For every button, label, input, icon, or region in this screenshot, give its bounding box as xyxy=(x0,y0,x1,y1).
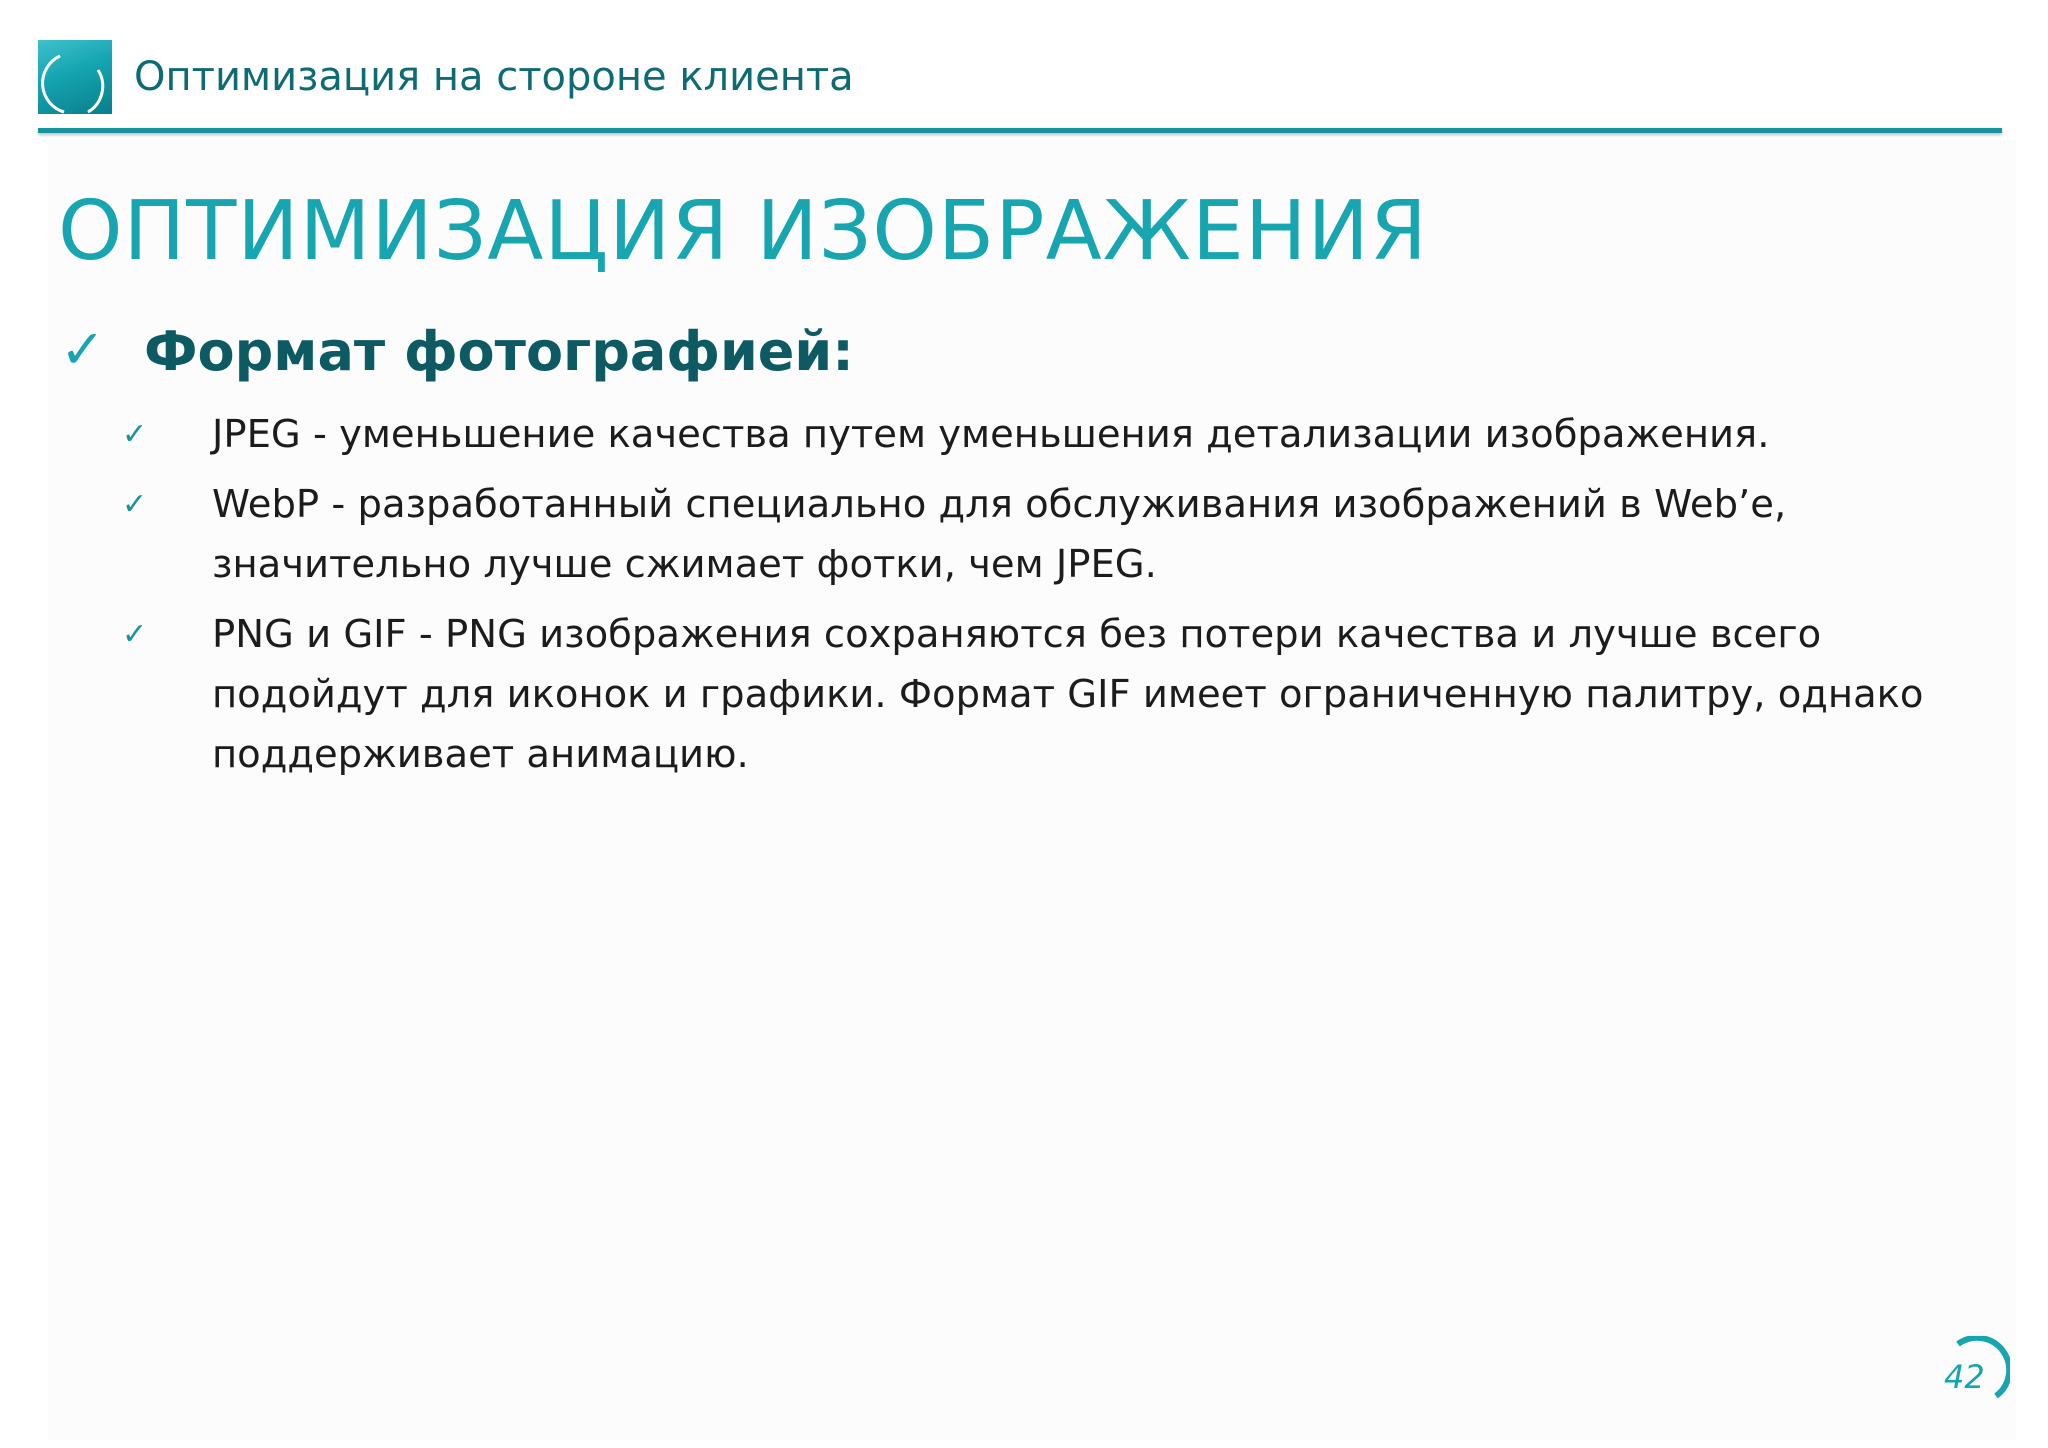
header-divider xyxy=(38,128,2002,133)
list-item-text: PNG и GIF - PNG изображения сохраняются без потери качества и лучше всего подойдут для иконок и графики. Формат GIF имеет ограниченную палитру, однако поддерживает анимацию. xyxy=(212,612,1924,777)
page-number: 42 xyxy=(1944,1358,1985,1396)
list-item-text: WebP - разработанный специально для обслуживания изображений в Web’e, значительно лучше сжимает фотки, чем JPEG. xyxy=(212,482,1787,587)
bullet-list xyxy=(122,405,1962,795)
check-icon: ✓ xyxy=(122,617,148,652)
slide-title: ОПТИМИЗАЦИЯ ИЗОБРАЖЕНИЯ xyxy=(58,184,1428,279)
list-item-text: JPEG - уменьшение качества путем уменьшения детализации изображения. xyxy=(212,412,1770,457)
header-title: Оптимизация на стороне клиента xyxy=(134,54,854,100)
list-item xyxy=(122,605,1962,785)
check-icon: ✓ xyxy=(60,318,106,381)
circle-arc-logo-icon xyxy=(38,40,112,114)
section-heading: Формат фотографией: xyxy=(144,320,854,383)
list-item xyxy=(122,475,1962,595)
check-icon: ✓ xyxy=(122,417,148,452)
list-item xyxy=(122,405,1962,465)
check-icon: ✓ xyxy=(122,487,148,522)
